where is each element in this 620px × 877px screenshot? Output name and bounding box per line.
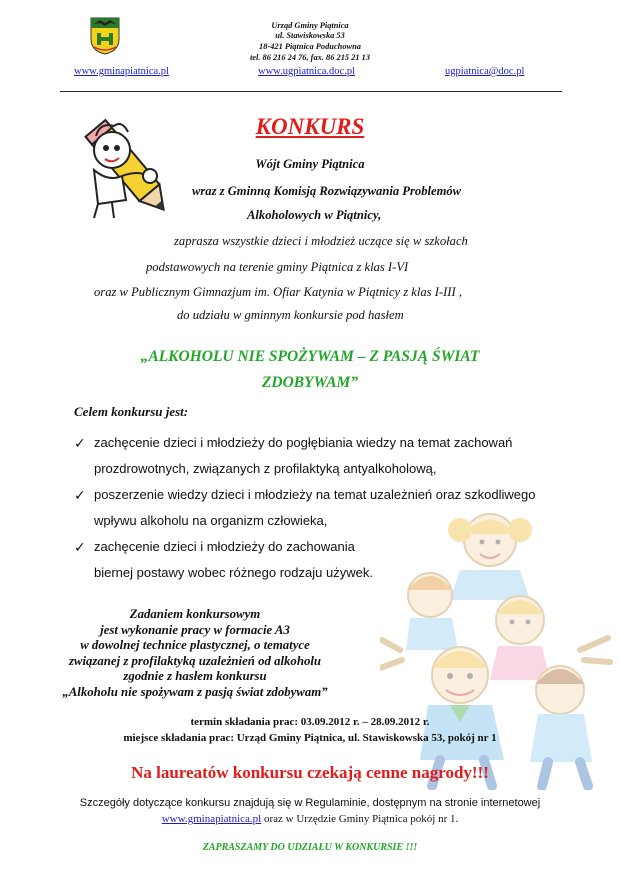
intro-line-1: zaprasza wszystkie dzieci i młodzież uczące się w szkołach <box>174 234 468 248</box>
details-line-2-rest: oraz w Urzędzie Gminy Piątnica pokój nr 1. <box>261 813 459 825</box>
goals-heading: Celem konkursu jest: <box>74 404 189 419</box>
header-street: ul. Stawiskowska 53 <box>275 31 345 40</box>
task-line: jest wykonanie pracy w formacie A3 <box>100 622 290 637</box>
organizer-line-1: Wójt Gminy Piątnica <box>255 157 365 171</box>
header-link-website[interactable]: www.gminapiatnica.pl <box>74 66 169 77</box>
intro-line-4: do udziału w gminnym konkursie pod hasłem <box>177 308 404 322</box>
slogan-line-1: „ALKOHOLU NIE SPOŻYWAM – Z PASJĄ ŚWIAT <box>140 348 480 365</box>
goal-item-line-1: poszerzenie wiedzy dzieci i młodzieży na temat uzależnień oraz szkodliwego <box>94 487 536 502</box>
details-link-website[interactable]: www.gminapiatnica.pl <box>161 813 262 825</box>
goal-item <box>74 482 564 534</box>
organizer-line-3: Alkoholowych w Piątnicy, <box>247 208 382 222</box>
goal-item-line-2: wpływu alkoholu na organizm człowieka, <box>94 513 328 528</box>
header-link-email[interactable]: ugpiatnica@doc.pl <box>445 66 525 77</box>
goal-item-line-2: biernej postawy wobec różnego rodzaju używek. <box>94 565 373 580</box>
invite-footer: ZAPRASZAMY DO UDZIAŁU W KONKURSIE !!! <box>202 842 418 853</box>
header-divider <box>60 91 562 92</box>
header-office: Urząd Gminy Piątnica <box>271 21 349 30</box>
task-line: Zadaniem konkursowym <box>129 607 261 621</box>
task-line: zgodnie z hasłem konkursu <box>123 669 267 683</box>
task-line: w dowolnej technice plastycznej, o tematyce <box>80 638 310 652</box>
goal-item-line-1: zachęcenie dzieci i młodzieży do zachowania <box>94 539 355 554</box>
checkmark-icon: ✓ <box>74 435 86 451</box>
intro-line-2: podstawowych na terenie gminy Piątnica z klas I-VI <box>146 260 409 274</box>
details-text <box>0 795 620 827</box>
checkmark-icon: ✓ <box>74 539 86 555</box>
deadline-text: termin składania prac: 03.09.2012 r. – 28.09.2012 r. <box>190 716 430 728</box>
checkmark-icon: ✓ <box>74 487 86 503</box>
header-city: 18-421 Piątnica Poduchowna <box>259 42 361 51</box>
goals-list <box>74 430 564 586</box>
page-title: KONKURS <box>255 114 365 139</box>
intro-line-3: oraz w Publicznym Gimnazjum im. Ofiar Katynia w Piątnicy z klas I-III , <box>94 285 462 299</box>
place-text: miejsce składania prac: Urząd Gminy Piątnica, ul. Stawiskowska 53, pokój nr 1 <box>123 732 497 744</box>
coat-of-arms <box>90 17 120 55</box>
goal-item <box>74 430 564 482</box>
organizer-line-2: wraz z Gminną Komisją Rozwiązywania Problemów <box>192 184 462 198</box>
task-description <box>40 607 350 700</box>
details-line-1: Szczegóły dotyczące konkursu znajdują się w Regulaminie, dostępnym na stronie internetowej <box>79 797 541 809</box>
header-phone: tel. 86 216 24 76, fax. 86 215 21 13 <box>249 53 371 62</box>
details-line-2 <box>0 811 620 827</box>
goal-item <box>74 534 564 586</box>
prize-announcement: Na laureatów konkursu czekają cenne nagrody!!! <box>131 763 489 782</box>
slogan-line-2: ZDOBYWAM” <box>261 374 359 391</box>
task-line: „Alkoholu nie spożywam z pasją świat zdobywam” <box>62 684 328 699</box>
task-line: związanej z profilaktyką uzależnień od alkoholu <box>68 653 322 668</box>
goal-item-line-1: zachęcenie dzieci i młodzieży do pogłębiania wiedzy na temat zachowań <box>94 435 513 450</box>
header-link-doc[interactable]: www.ugpiatnica.doc.pl <box>258 66 356 77</box>
goal-item-line-2: prozdrowotnych, związanych z profilaktyką antyalkoholową, <box>94 461 437 476</box>
